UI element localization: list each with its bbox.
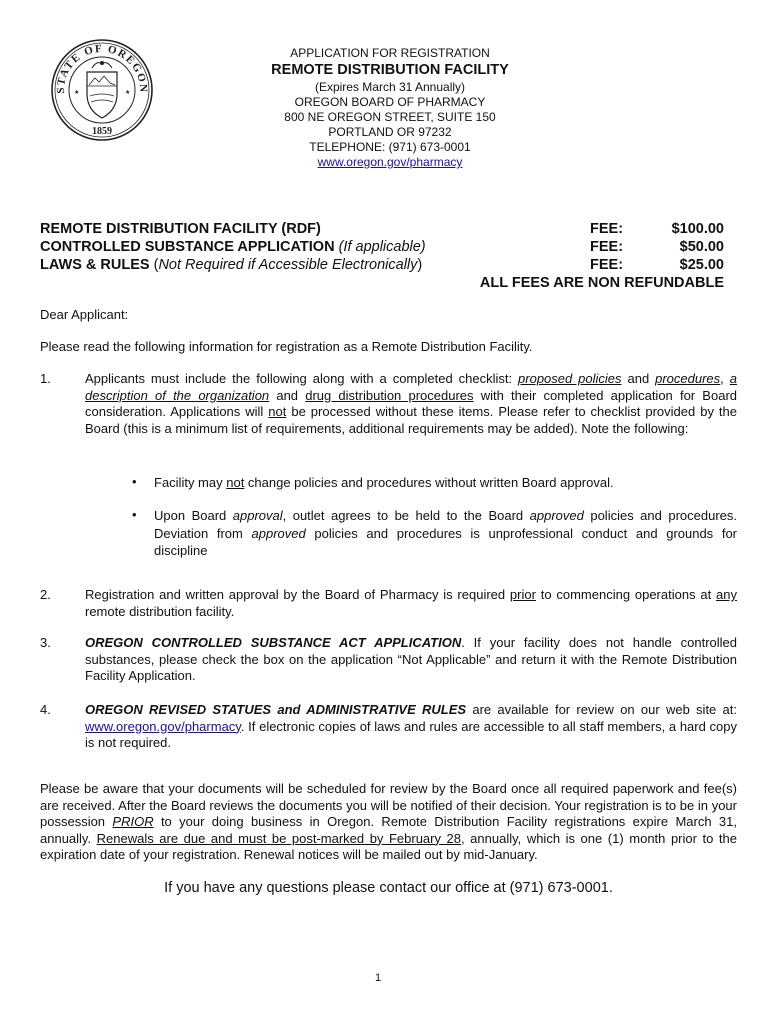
fee-item-note: (If applicable) <box>338 239 426 255</box>
non-refundable-notice: ALL FEES ARE NON REFUNDABLE <box>479 275 724 291</box>
item-4-text: OREGON REVISED STATUES and ADMINISTRATIVE RULES are available for review on our web site at: www.oregon.gov/pharmacy. If electronic copies of laws and rules are accessible to all staff members, a hard copy is not required. <box>85 702 737 750</box>
fee-item-label: CONTROLLED SUBSTANCE APPLICATION <box>40 239 335 255</box>
expiration-note: (Expires March 31 Annually) <box>314 80 466 94</box>
fee-item-label: LAWS & RULES <box>40 257 150 273</box>
fee-label: FEE: <box>590 221 624 237</box>
fee-item-controlled <box>40 238 426 256</box>
svg-text:★: ★ <box>125 90 131 96</box>
page-number: 1 <box>375 972 382 984</box>
fee-row <box>460 256 724 274</box>
seal-text: STATE OF OREGON <box>54 42 150 94</box>
fee-item-note: Not Required if Accessible Electronically <box>158 257 418 273</box>
bullet-icon: • <box>132 507 137 522</box>
fee-label: FEE: <box>590 257 624 273</box>
bullet-1-text: Facility may not change policies and procedures without written Board approval. <box>154 475 614 490</box>
oregon-state-seal <box>50 38 154 142</box>
fee-item-rdf <box>40 220 426 238</box>
fee-item-laws: LAWS & RULES (Not Required if Accessible Electronically) <box>40 257 423 273</box>
fee-row <box>460 220 724 238</box>
website-link[interactable]: www.oregon.gov/pharmacy <box>317 155 463 169</box>
seal-year: 1859 <box>92 126 112 137</box>
fee-label: FEE: <box>590 239 624 255</box>
bullet-icon: • <box>132 474 137 489</box>
city-address: PORTLAND OR 97232 <box>328 125 452 139</box>
intro-paragraph: Please read the following information for registration as a Remote Distribution Facility. <box>40 339 533 354</box>
item-2-text: Registration and written approval by the Board of Pharmacy is required prior to commencing operations at any remote distribution facility. <box>85 587 737 619</box>
fee-items <box>40 220 426 274</box>
item-3-text: OREGON CONTROLLED SUBSTANCE ACT APPLICATION. If your facility does not handle controlled substances, please check the box on the application “Not Applicable” and return it with the Remote Distribution Facility Application. <box>85 635 737 683</box>
fee-amounts <box>460 220 724 292</box>
laws-website-link[interactable]: www.oregon.gov/pharmacy <box>85 718 241 734</box>
item-number: 3. <box>40 635 51 650</box>
closing-paragraph: Please be aware that your documents will be scheduled for review by the Board once all required paperwork and fee(s) are received. After the Board reviews the documents you will be notified of their decision. Your registration is to be in your possession PRIOR to your doing business in Oregon. Remote Distribution Facility registrations expire March 31, annually. Renewals are due and must be post-marked by February 28, annually, which is one (1) month prior to the expiration date of your registration. Renewal notices will be mailed out by mid-January. <box>40 781 737 862</box>
contact-line: If you have any questions please contact our office at (971) 673-0001. <box>164 880 613 896</box>
letterhead <box>200 46 580 170</box>
bullet-2-text: Upon Board approval, outlet agrees to be held to the Board approved policies and procedures. Deviation from approved policies and procedures is unprofessional conduct and grounds for discipline <box>154 508 738 558</box>
item-number: 2. <box>40 587 51 602</box>
svg-text:★: ★ <box>74 90 80 96</box>
facility-title: REMOTE DISTRIBUTION FACILITY <box>271 62 509 78</box>
application-heading: APPLICATION FOR REGISTRATION <box>290 46 490 60</box>
fee-amount: $100.00 <box>671 221 724 237</box>
item-number: 4. <box>40 702 51 717</box>
item-number: 1. <box>40 371 51 386</box>
item-1-text: Applicants must include the following along with a completed checklist: proposed policies and procedures, a description of the organization and drug distribution procedures with their completed application for Board consideration. Applications will not be processed without these items. Please refer to checklist provided by the Board (this is a minimum list of requirements, additional requirements may be added). Note the following: <box>85 371 738 436</box>
board-name: OREGON BOARD OF PHARMACY <box>294 95 486 109</box>
telephone: TELEPHONE: (971) 673-0001 <box>309 140 471 154</box>
greeting: Dear Applicant: <box>40 307 129 322</box>
fee-amount: $25.00 <box>679 257 724 273</box>
fee-amount: $50.00 <box>679 239 724 255</box>
fee-row <box>460 238 724 256</box>
fee-item-label: REMOTE DISTRIBUTION FACILITY (RDF) <box>40 221 321 237</box>
street-address: 800 NE OREGON STREET, SUITE 150 <box>284 110 496 124</box>
